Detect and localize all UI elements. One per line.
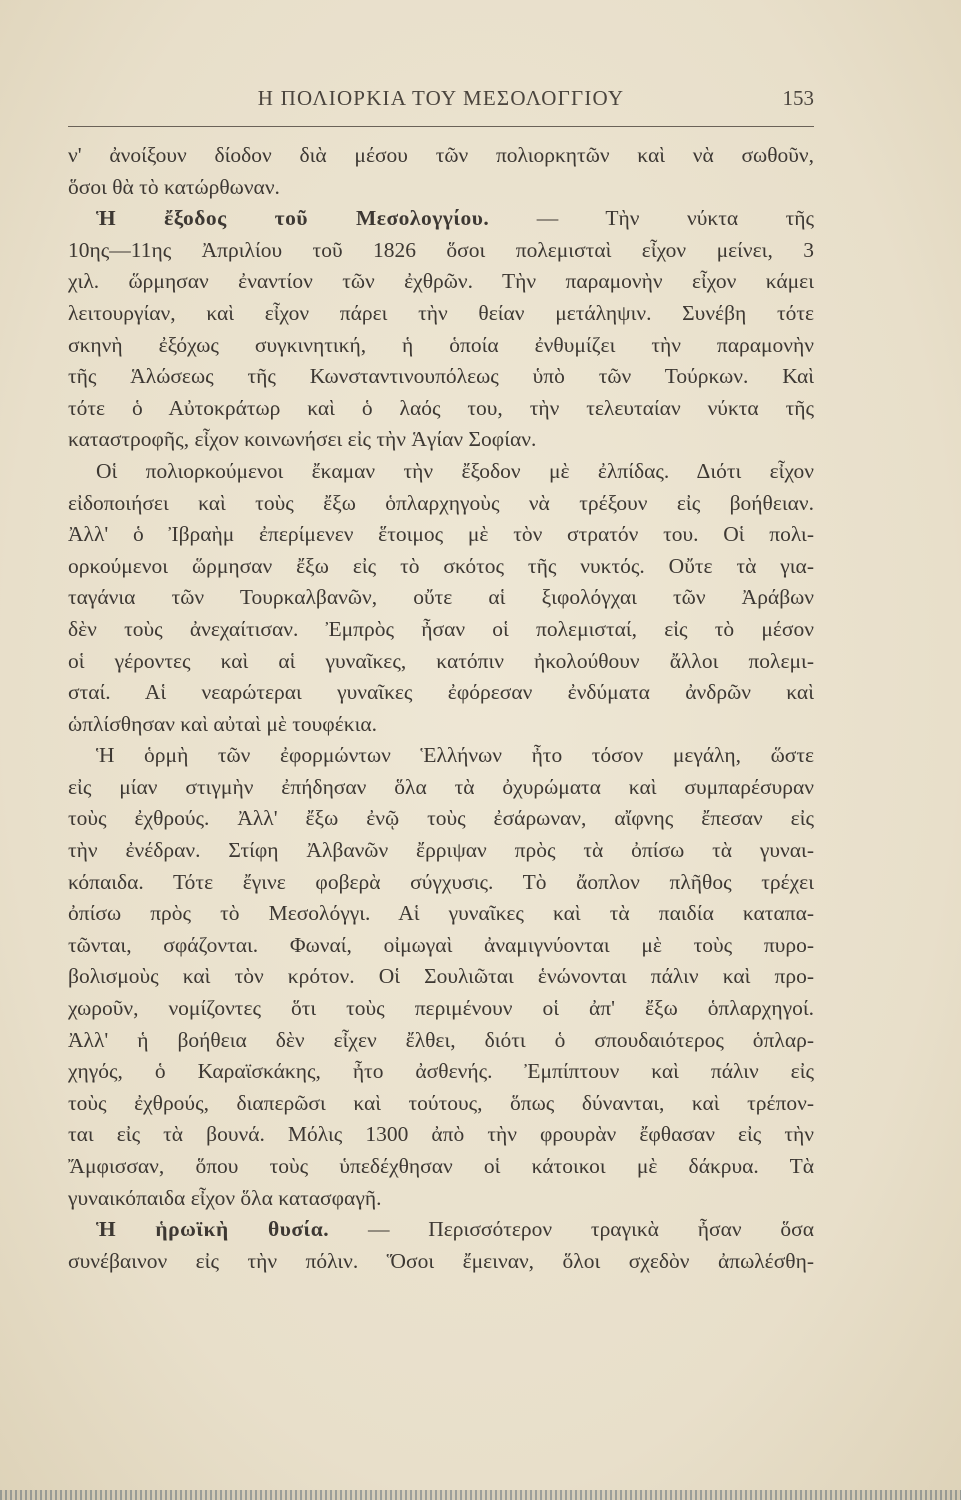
text-line: ορκούμενοι ὥρμησαν ἔξω εἰς τὸ σκότος τῆς νυκτός. Οὔτε τὰ για- xyxy=(68,553,814,578)
text-line: βολισμοὺς καὶ τὸν κρότον. Οἱ Σουλιῶται ἑνώνονται πάλιν καὶ προ- xyxy=(68,964,814,989)
text-line: τοὺς ἐχθρούς, διαπερῶσι καὶ τούτους, ὅπως δύνανται, καὶ τρέπον- xyxy=(68,1090,814,1115)
text-line xyxy=(68,1214,814,1246)
section-heading-exodus: Ἡ ἔξοδος τοῦ Μεσολογγίου. xyxy=(96,206,490,231)
text-line: ὀπίσω πρὸς τὸ Μεσολόγγι. Αἱ γυναῖκες καὶ τὰ παιδία καταπα- xyxy=(68,901,814,926)
text-line: γυναικόπαιδα εἶχον ὅλα κατασφαγῆ. xyxy=(68,1185,382,1210)
text-line: ὡπλίσθησαν καὶ αὐταὶ μὲ τουφέκια. xyxy=(68,711,377,736)
body-text xyxy=(68,140,814,1277)
text-line: κόπαιδα. Τότε ἔγινε φοβερὰ σύγχυσις. Τὸ ἄοπλον πλῆθος τρέχει xyxy=(68,869,814,894)
text-fragment: — Περισσότερον τραγικὰ ἦσαν ὅσα xyxy=(367,1217,815,1242)
text-line: Ἡ ὁρμὴ τῶν ἐφορμώντων Ἑλλήνων ἦτο τόσον μεγάλη, ὥστε xyxy=(96,743,814,768)
text-line: ταγάνια τῶν Τουρκαλβανῶν, οὔτε αἱ ξιφολόγχαι τῶν Ἀράβων xyxy=(68,585,814,610)
text-line: χιλ. ὥρμησαν ἐναντίον τῶν ἐχθρῶν. Τὴν παραμονὴν εἶχον κάμει xyxy=(68,269,814,294)
text-line: εἰδοποιήσει καὶ τοὺς ἔξω ὁπλαρχηγοὺς νὰ τρέξουν εἰς βοήθειαν. xyxy=(68,490,814,515)
text-line: τῆς Ἁλώσεως τῆς Κωνσταντινουπόλεως ὑπὸ τῶν Τούρκων. Καὶ xyxy=(68,364,814,389)
scan-bottom-edge xyxy=(0,1490,961,1500)
text-line: λειτουργίαν, καὶ εἶχον πάρει τὴν θείαν μετάληψιν. Συνέβη τότε xyxy=(68,300,814,325)
text-line: ν' ἀνοίξουν δίοδον διὰ μέσου τῶν πολιορκητῶν καὶ νὰ σωθοῦν, xyxy=(68,143,814,167)
text-line: χωροῦν, νομίζοντες ὅτι τοὺς περιμένουν οἱ ἀπ' ἔξω ὁπλαρχηγοί. xyxy=(68,996,814,1021)
header-rule xyxy=(68,126,814,127)
text-line: Οἱ πολιορκούμενοι ἔκαμαν τὴν ἔξοδον μὲ ἐλπίδας. Διότι εἶχον xyxy=(96,458,814,483)
text-line: τοὺς ἐχθρούς. Ἀλλ' ἔξω ἐνῷ τοὺς ἐσάρωναν, αἴφνης ἔπεσαν εἰς xyxy=(68,806,814,831)
text-line: τὴν ἐνέδραν. Στίφη Ἀλβανῶν ἔρριψαν πρὸς τὰ ὀπίσω τὰ γυναι- xyxy=(68,838,814,863)
text-line: Ἀλλ' ἡ βοήθεια δὲν εἶχεν ἔλθει, διότι ὁ σπουδαιότερος ὁπλαρ- xyxy=(68,1027,814,1052)
section-heading-sacrifice: Ἡ ἡρωϊκὴ θυσία. xyxy=(96,1217,330,1242)
page-number: 153 xyxy=(782,86,814,110)
text-line: 10ης—11ης Ἀπριλίου τοῦ 1826 ὅσοι πολεμισταὶ εἶχον μείνει, 3 xyxy=(68,237,814,262)
text-line: οἱ γέροντες καὶ αἱ γυναῖκες, κατόπιν ἠκολούθουν ἄλλοι πολεμι- xyxy=(68,648,814,673)
text-line: σταί. Αἱ νεαρώτεραι γυναῖκες ἐφόρεσαν ἐνδύματα ἀνδρῶν καὶ xyxy=(68,680,814,705)
running-title: Η ΠΟΛΙΟΡΚΙΑ ΤΟΥ ΜΕΣΟΛΟΓΓΙΟΥ xyxy=(257,86,625,110)
text-line: Ἄμφισσαν, ὅπου τοὺς ὑπεδέχθησαν οἱ κάτοικοι μὲ δάκρυα. Τὰ xyxy=(68,1154,814,1178)
text-line: συνέβαινον εἰς τὴν πόλιν. Ὅσοι ἔμειναν, ὅλοι σχεδὸν ἀπωλέσθη- xyxy=(68,1248,814,1273)
text-line: ὅσοι θὰ τὸ κατώρθωναν. xyxy=(68,174,280,199)
text-fragment: Τὴν νύκτα τῆς xyxy=(605,206,814,231)
text-line: σκηνὴ ἐξόχως συγκινητική, ἡ ὁποία ἐνθυμίζει τὴν παραμονὴν xyxy=(68,332,814,357)
text-line: τῶνται, σφάζονται. Φωναί, οἰμωγαὶ ἀναμιγνύονται μὲ τοὺς πυρο- xyxy=(68,932,814,957)
heading-dash: — xyxy=(536,206,559,231)
text-line: καταστροφῆς, εἶχον κοινωνήσει εἰς τὴν Ἁγίαν Σοφίαν. xyxy=(68,427,537,452)
text-line xyxy=(68,203,814,235)
text-line: ται εἰς τὰ βουνά. Μόλις 1300 ἀπὸ τὴν φρουρὰν ἔφθασαν εἰς τὴν xyxy=(68,1122,814,1147)
text-line: εἰς μίαν στιγμὴν ἐπήδησαν ὅλα τὰ ὀχυρώματα καὶ συμπαρέσυραν xyxy=(68,774,814,799)
text-line: χηγός, ὁ Καραϊσκάκης, ἦτο ἀσθενής. Ἐμπίπτουν καὶ πάλιν εἰς xyxy=(68,1059,814,1084)
text-line: τότε ὁ Αὐτοκράτωρ καὶ ὁ λαός του, τὴν τελευταίαν νύκτα τῆς xyxy=(68,395,814,420)
page-header xyxy=(68,84,814,120)
text-line: δὲν τοὺς ἀνεχαίτισαν. Ἐμπρὸς ἦσαν οἱ πολεμισταί, εἰς τὸ μέσον xyxy=(68,616,814,641)
text-line: Ἀλλ' ὁ Ἰβραὴμ ἐπερίμενεν ἕτοιμος μὲ τὸν στρατόν του. Οἱ πολι- xyxy=(68,522,814,547)
